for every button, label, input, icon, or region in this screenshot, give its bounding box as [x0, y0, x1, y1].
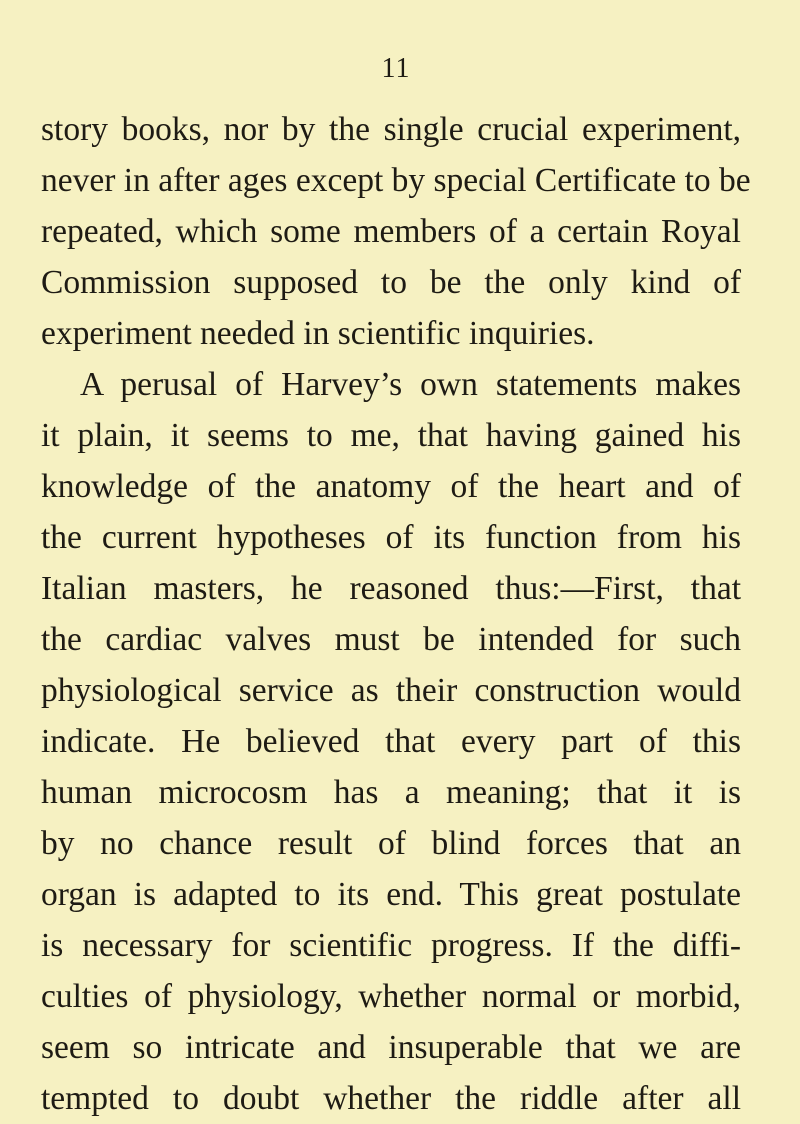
text-line: by no chance result of blind forces that an	[41, 825, 741, 862]
text-line: Italian masters, he reasoned thus:—First, that	[41, 570, 741, 607]
text-line: physiological service as their construction would	[41, 672, 741, 709]
page-number: 11	[381, 53, 411, 84]
text-line: the cardiac valves must be intended for such	[41, 621, 741, 658]
text-line: culties of physiology, whether normal or morbid,	[41, 978, 741, 1015]
text-line: knowledge of the anatomy of the heart and of	[41, 468, 741, 505]
text-line: indicate. He believed that every part of this	[41, 723, 741, 760]
text-line: never in after ages except by special Certificate to be	[41, 162, 751, 199]
text-line: tempted to doubt whether the riddle after all	[41, 1080, 741, 1117]
text-line: the current hypotheses of its function from his	[41, 519, 741, 556]
text-line-last: experiment needed in scientific inquiries.	[41, 315, 595, 352]
text-line: is necessary for scientific progress. If the diffi-	[41, 927, 741, 964]
text-line: Commission supposed to be the only kind of	[41, 264, 741, 301]
text-line: it plain, it seems to me, that having gained his	[41, 417, 741, 454]
text-line: human microcosm has a meaning; that it is	[41, 774, 741, 811]
text-line: organ is adapted to its end. This great postulate	[41, 876, 741, 913]
text-line: story books, nor by the single crucial experiment,	[41, 111, 741, 148]
text-line: repeated, which some members of a certain Royal	[41, 213, 741, 250]
text-line-indented: A perusal of Harvey’s own statements makes	[80, 366, 741, 403]
text-line: seem so intricate and insuperable that we are	[41, 1029, 741, 1066]
